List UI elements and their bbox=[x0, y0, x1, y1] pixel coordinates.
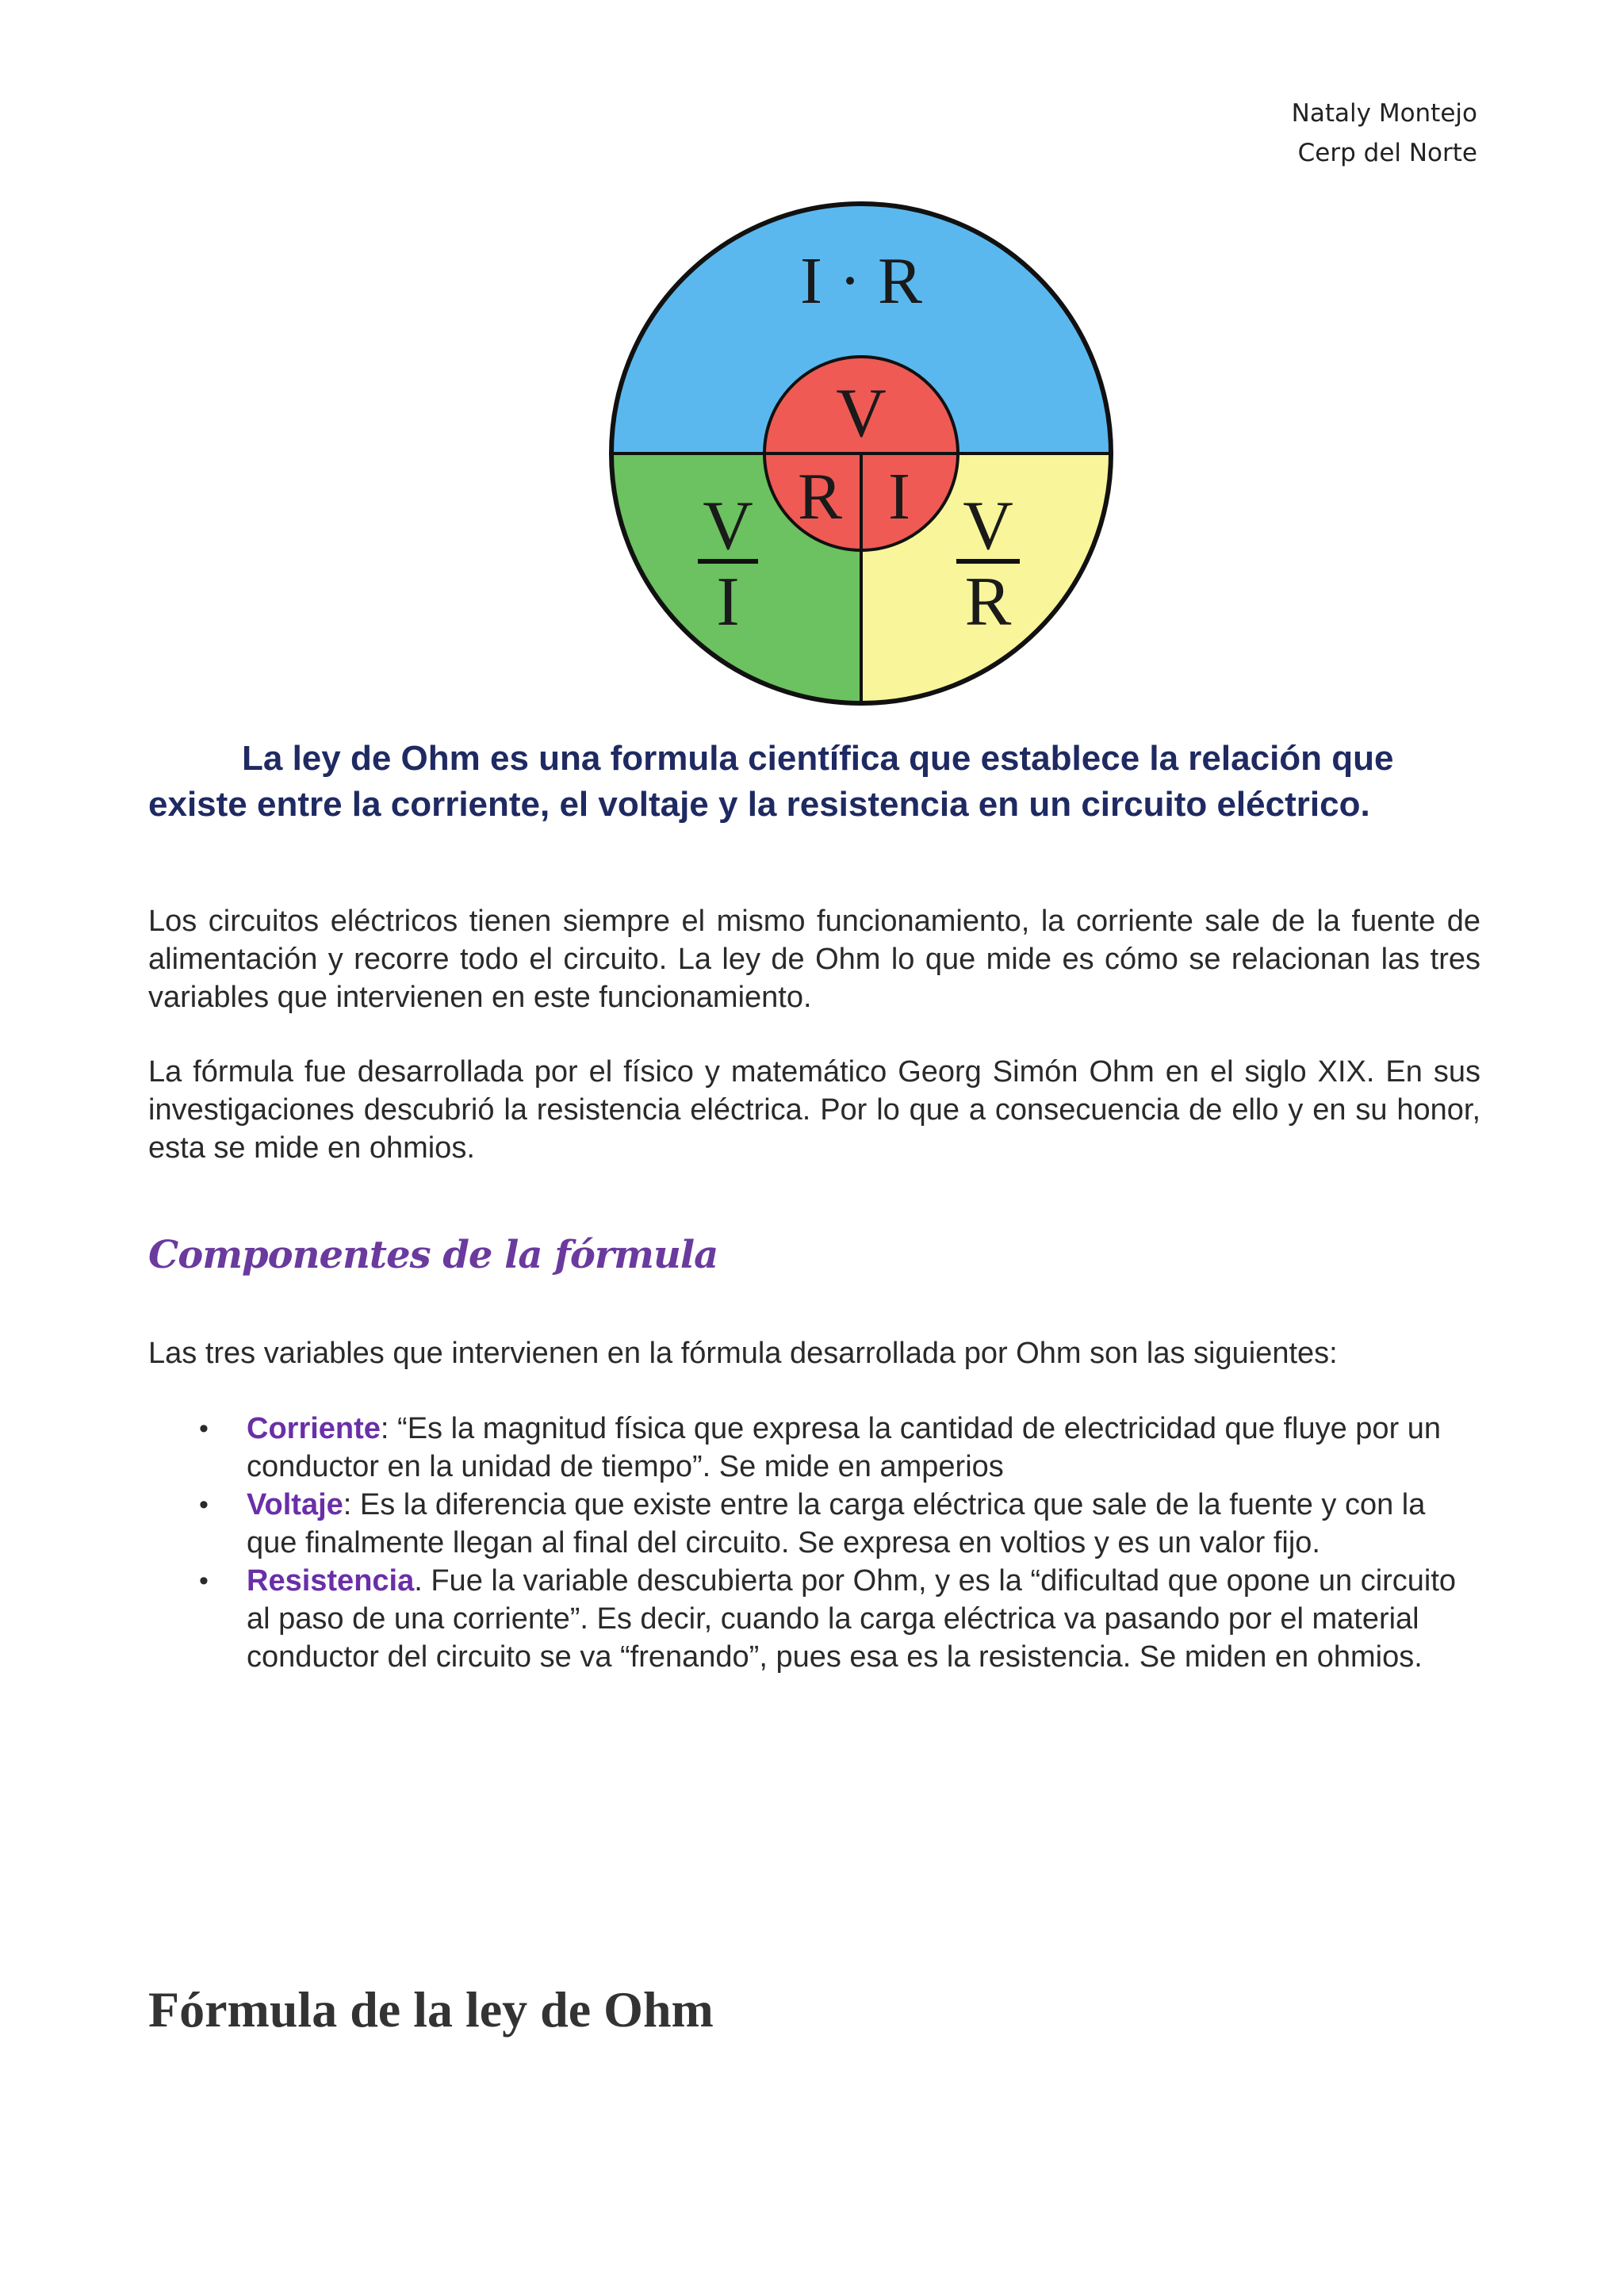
term-voltage: Voltaje bbox=[247, 1488, 343, 1521]
center-top-label: V bbox=[836, 375, 887, 452]
definition-resistance: . Fue la variable descubierta por Ohm, y es la “dificultad que opone un circuito al paso de una corriente”. Es decir, cuando la carga eléctrica va pasando por el material conductor del circuito se va “frenando”, pues esa es la resistencia. Se miden en ohmios. bbox=[247, 1564, 1457, 1674]
center-right-label: I bbox=[888, 460, 910, 534]
components-list bbox=[148, 1410, 1480, 1676]
section-heading-components: Componentes de la fórmula bbox=[148, 1233, 718, 1277]
paragraph-components-intro: Las tres variables que intervienen en la fórmula desarrollada por Ohm son las siguientes: bbox=[148, 1337, 1338, 1370]
right-numerator: V bbox=[963, 488, 1013, 564]
author-name: Nataly Montejo bbox=[1291, 99, 1477, 128]
document-header bbox=[1292, 94, 1477, 173]
bullet-icon: • bbox=[199, 1566, 209, 1596]
bullet-icon: • bbox=[199, 1414, 209, 1444]
formula-section-title: Fórmula de la ley de Ohm bbox=[148, 1981, 714, 2038]
right-denominator: R bbox=[964, 564, 1012, 641]
term-current: Corriente bbox=[247, 1412, 381, 1445]
list-item-current bbox=[148, 1410, 1480, 1486]
center-left-label: R bbox=[797, 460, 843, 534]
left-denominator: I bbox=[716, 564, 740, 641]
top-label: I · R bbox=[800, 244, 922, 318]
term-resistance: Resistencia bbox=[247, 1564, 415, 1598]
left-numerator: V bbox=[703, 488, 753, 564]
ohm-law-circle-diagram bbox=[607, 200, 1115, 707]
intro-statement: La ley de Ohm es una formula científica que establece la relación que existe entre la corriente, el voltaje y la resistencia en un circuito eléctrico. bbox=[148, 739, 1394, 824]
institution-name: Cerp del Norte bbox=[1297, 139, 1477, 167]
bullet-icon: • bbox=[199, 1490, 209, 1520]
definition-voltage: : Es la diferencia que existe entre la carga eléctrica que sale de la fuente y con la que finalmente llegan al final del circuito. Se expresa en voltios y es un valor fijo. bbox=[247, 1488, 1426, 1559]
paragraph-history: La fórmula fue desarrollada por el físico y matemático Georg Simón Ohm en el siglo XIX. En sus investigaciones descubrió la resistencia eléctrica. Por lo que a consecuencia de ello y en su honor, esta se mide en ohmios. bbox=[148, 1055, 1480, 1165]
ohm-law-circle-svg bbox=[607, 200, 1115, 707]
list-item-resistance bbox=[148, 1562, 1480, 1676]
paragraph-circuits: Los circuitos eléctricos tienen siempre el mismo funcionamiento, la corriente sale de la fuente de alimentación y recorre todo el circuito. La ley de Ohm lo que mide es cómo se relacionan las tres variables que intervienen en este funcionamiento. bbox=[148, 905, 1480, 1014]
list-item-voltage bbox=[148, 1486, 1480, 1562]
definition-current: : “Es la magnitud física que expresa la cantidad de electricidad que fluye por un conductor en la unidad de tiempo”. Se mide en amperios bbox=[247, 1412, 1442, 1483]
